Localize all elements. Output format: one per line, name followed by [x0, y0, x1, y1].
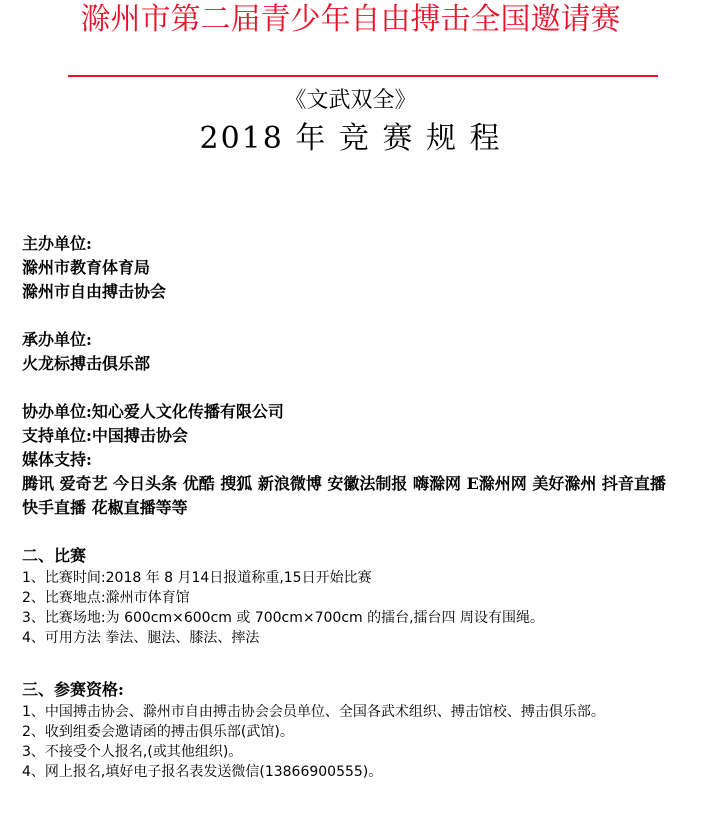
co-organizer-line: 协办单位:知心爱人文化传播有限公司 — [22, 402, 284, 421]
host-item: 滁州市自由搏击协会 — [22, 282, 167, 301]
supporter-line: 支持单位:中国搏击协会 — [22, 426, 188, 445]
host-item: 滁州市教育体育局 — [22, 258, 151, 277]
regulations-title: 2018 年 竞 赛 规 程 — [199, 121, 502, 156]
competition-item: 1、比赛时间:2018 年 8 月14日报道称重,15日开始比赛 — [22, 570, 372, 586]
eligibility-heading: 三、参赛资格: — [22, 680, 124, 699]
title-divider — [68, 75, 658, 77]
spacer — [22, 304, 682, 328]
media-list: 腾讯 爱奇艺 今日头条 优酷 搜狐 新浪微博 安徽法制报 嗨滁网 E滁州网 美好滁州 抖音直播 快手直播 花椒直播等等 — [22, 474, 666, 517]
competition-heading: 二、比赛 — [22, 546, 87, 565]
media-label: 媒体支持: — [22, 450, 92, 469]
document-title: 滁州市第二届青少年自由搏击全国邀请赛 — [80, 2, 621, 37]
competition-item: 3、比赛场地:为 600cm×600cm 或 700cm×700cm 的擂台,擂台四 周设有围绳。 — [22, 610, 545, 626]
eligibility-item: 4、网上报名,填好电子报名表发送微信(13866900555)。 — [22, 764, 383, 780]
spacer — [22, 520, 682, 544]
eligibility-item: 3、不接受个人报名,(或其他组织)。 — [22, 744, 243, 760]
document-subtitle: 《文武双全》 — [284, 88, 417, 113]
eligibility-item: 2、收到组委会邀请函的搏击俱乐部(武馆)。 — [22, 724, 294, 740]
spacer — [22, 648, 682, 678]
competition-item: 2、比赛地点:滁州市体育馆 — [22, 590, 190, 606]
spacer — [22, 376, 682, 400]
competition-item: 4、可用方法 拳法、腿法、膝法、摔法 — [22, 630, 260, 646]
host-label: 主办单位: — [22, 234, 92, 253]
undertaker-item: 火龙标搏击俱乐部 — [22, 354, 151, 373]
undertaker-label: 承办单位: — [22, 330, 92, 349]
document-body — [22, 232, 682, 782]
eligibility-item: 1、中国搏击协会、滁州市自由搏击协会会员单位、全国各武术组织、搏击馆校、搏击俱乐部。 — [22, 704, 605, 720]
